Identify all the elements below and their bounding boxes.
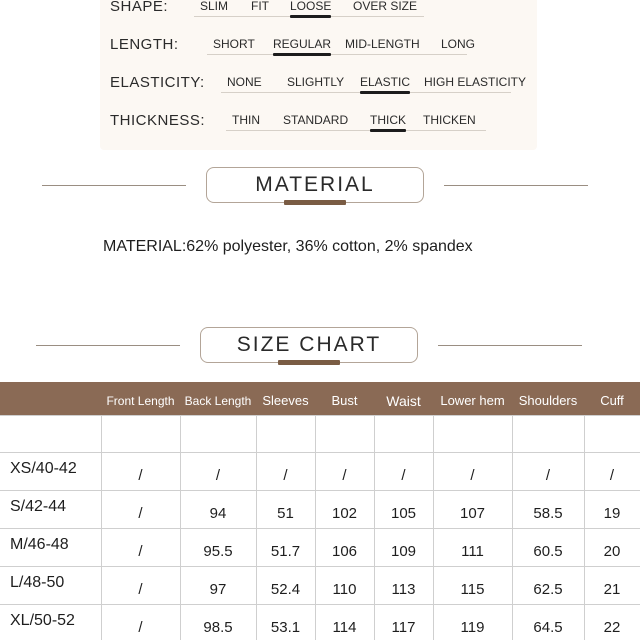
table-cell: 94 <box>209 505 227 522</box>
table-cell: / <box>138 505 143 522</box>
size-chart-title: SIZE CHART <box>236 333 382 356</box>
size-label-cell: XL/50-52 <box>10 612 75 629</box>
table-cell: / <box>138 543 143 560</box>
attribute-option: OVER SIZE <box>353 0 418 13</box>
table-cell: 19 <box>603 505 621 522</box>
column-header: Bust <box>331 393 358 408</box>
table-cell: 110 <box>332 581 357 598</box>
material-title: MATERIAL <box>255 173 375 196</box>
size-chart-title-accent <box>278 360 340 365</box>
column-header: Front Length <box>106 394 175 408</box>
table-row-divider <box>0 528 640 529</box>
table-cell: 105 <box>390 505 417 522</box>
attribute-option-selected: ELASTIC <box>360 75 411 89</box>
table-cell: 58.5 <box>533 505 563 522</box>
material-composition: MATERIAL:62% polyester, 36% cotton, 2% spandex <box>103 238 473 255</box>
attribute-option: THIN <box>232 113 260 127</box>
divider-line-left <box>36 345 180 346</box>
table-cell: 98.5 <box>203 619 233 636</box>
table-cell: 113 <box>391 581 416 598</box>
size-label-cell: L/48-50 <box>10 574 65 591</box>
table-cell: 21 <box>603 581 621 598</box>
attribute-row <box>110 74 537 98</box>
divider-line-right <box>444 185 588 186</box>
column-header: Cuff <box>600 393 624 408</box>
table-cell: / <box>215 467 221 484</box>
column-header: Lower hem <box>440 393 505 408</box>
table-cell: 97 <box>209 581 227 598</box>
attribute-label: SHAPE: <box>110 0 169 15</box>
column-header: Sleeves <box>262 393 309 408</box>
attribute-option-selected: THICK <box>370 113 406 127</box>
attribute-label: ELASTICITY: <box>110 74 205 91</box>
table-cell: / <box>283 467 288 484</box>
attribute-label: THICKNESS: <box>110 112 206 129</box>
attribute-baseline <box>207 54 467 55</box>
column-header: Back Length <box>184 394 252 408</box>
attribute-option: SHORT <box>213 37 255 51</box>
material-title-accent <box>284 200 346 205</box>
table-cell: / <box>545 467 551 484</box>
table-row-divider <box>0 566 640 567</box>
table-cell: 102 <box>331 505 358 522</box>
table-cell: 60.5 <box>533 543 563 560</box>
attribute-option: SLIGHTLY <box>287 75 345 89</box>
table-cell: 64.5 <box>533 619 563 636</box>
material-title-pill <box>206 167 424 203</box>
table-cell: 62.5 <box>533 581 563 598</box>
table-cell: 22 <box>603 619 621 636</box>
table-cell: / <box>609 467 615 484</box>
attribute-option: HIGH ELASTICITY <box>424 75 527 89</box>
attribute-row <box>110 112 537 136</box>
column-header: Waist <box>386 393 421 409</box>
divider-line-right <box>438 345 582 346</box>
attribute-option: LONG <box>441 37 476 51</box>
table-cell: 20 <box>603 543 621 560</box>
product-attributes-card <box>100 0 537 150</box>
attribute-option: SLIM <box>200 0 229 13</box>
attribute-option: MID-LENGTH <box>345 37 420 51</box>
attribute-row <box>110 0 537 22</box>
attribute-option: FIT <box>251 0 269 13</box>
table-cell: / <box>138 467 143 484</box>
table-cell: / <box>138 581 143 598</box>
table-cell: 51 <box>277 505 294 522</box>
table-row-divider <box>0 452 640 453</box>
table-cell: 107 <box>459 505 486 522</box>
table-cell: 115 <box>460 581 485 598</box>
size-table-header <box>0 382 640 415</box>
table-cell: / <box>342 467 347 484</box>
table-cell: 53.1 <box>270 619 301 636</box>
table-cell: 117 <box>391 619 416 636</box>
table-cell: 114 <box>332 619 357 636</box>
attribute-option: STANDARD <box>283 113 349 127</box>
table-cell: 52.4 <box>270 581 301 598</box>
table-row-divider <box>0 490 640 491</box>
table-row-divider <box>0 604 640 605</box>
attribute-option-selected: REGULAR <box>273 37 332 51</box>
size-chart-title-pill <box>200 327 418 363</box>
attribute-row <box>110 36 537 60</box>
size-label-cell: M/46-48 <box>10 536 69 553</box>
column-header: Shoulders <box>518 393 578 408</box>
size-label-cell: XS/40-42 <box>10 460 77 477</box>
table-cell: 119 <box>460 619 485 636</box>
divider-line-left <box>42 185 186 186</box>
table-cell: / <box>401 467 406 484</box>
attribute-label: LENGTH: <box>110 36 179 53</box>
attribute-option: NONE <box>227 75 262 89</box>
table-cell: 106 <box>331 543 358 560</box>
table-cell: 95.5 <box>203 543 233 560</box>
table-cell: 109 <box>390 543 417 560</box>
table-row-divider <box>0 415 640 416</box>
table-cell: / <box>470 467 475 484</box>
attribute-option-selected: LOOSE <box>290 0 332 13</box>
attribute-baseline <box>226 130 486 131</box>
table-cell: / <box>138 619 143 636</box>
attribute-option: THICKEN <box>423 113 476 127</box>
size-label-cell: S/42-44 <box>10 498 67 515</box>
table-cell: 51.7 <box>270 543 301 560</box>
table-cell: 111 <box>461 543 484 560</box>
